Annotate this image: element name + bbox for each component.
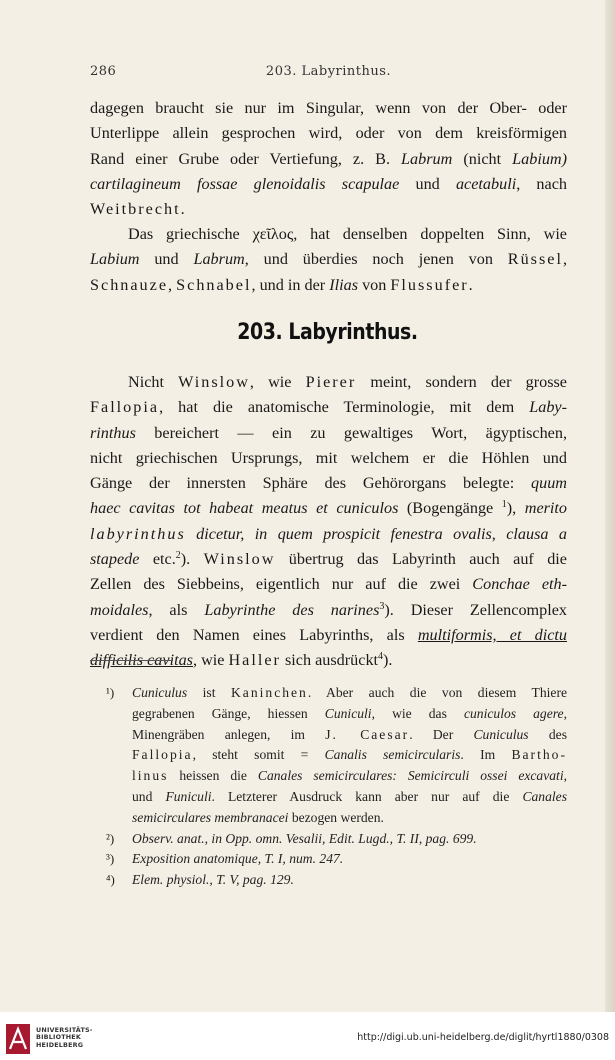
text-run: verdient den Namen eines Labyrinths, als — [90, 625, 418, 644]
text-line — [132, 745, 567, 766]
spaced-name: Schnabel — [176, 275, 252, 294]
text-line — [132, 870, 567, 891]
latin-term: Observ. anat., in Opp. omn. Vesalii, Edit. Lugd., T. II, pag. 699. — [132, 830, 477, 846]
text-run: übertrug das Labyrinth auch auf die — [275, 550, 567, 569]
text-run: ). — [180, 550, 204, 569]
footnote-mark: ⁴) — [106, 872, 115, 888]
spaced-name: Haller — [228, 651, 281, 670]
latin-term: Conchae eth- — [472, 575, 567, 594]
text-run: sich ausdrückt — [280, 651, 379, 670]
text-run: bereichert — ein zu gewaltiges Wort, ägyptischen, — [135, 423, 567, 442]
text-run: ). Dieser Zellencomplex — [384, 600, 567, 619]
running-title: 203. Labyrinthus. — [265, 64, 392, 79]
page-edge — [605, 0, 615, 1012]
footnotes — [90, 683, 567, 891]
library-name-line: BIBLIOTHEK — [36, 1033, 82, 1042]
text-run: . Aber auch die von diesem Thiere — [307, 685, 568, 700]
footnote — [90, 829, 567, 850]
text-line — [90, 147, 567, 172]
text-run: , hat die anatomische Terminologie, mit dem — [159, 398, 530, 417]
latin-term: Canales semicirculares: Semicirculi ossei excavati — [257, 768, 564, 784]
latin-term: rinthus — [90, 423, 136, 442]
latin-term: dicetur, in quem prospicit fenestra ovalis, clausa a — [196, 524, 568, 543]
footnote-ref: 4 — [378, 651, 384, 663]
text-run — [186, 525, 196, 543]
latin-term: cuniculos agere — [463, 705, 564, 721]
text-run: und — [399, 174, 456, 193]
text-line — [132, 683, 567, 704]
latin-term: Cuniculus — [132, 685, 188, 700]
spaced-name: Bartho- — [511, 747, 567, 763]
footnote-ref: 1 — [501, 499, 507, 511]
latin-term: Ilias — [329, 275, 359, 294]
latin-term: Funiculi — [165, 788, 212, 804]
text-line — [132, 766, 567, 787]
text-line — [90, 446, 567, 471]
text-run: ist — [187, 685, 231, 700]
text-line — [132, 808, 567, 829]
footnote — [90, 870, 567, 891]
text-line — [90, 421, 567, 446]
text-line — [132, 787, 567, 808]
text-run: , — [168, 275, 177, 294]
text-line — [90, 547, 567, 572]
text-run: , — [562, 250, 567, 269]
footnote-mark: ³) — [106, 851, 115, 867]
text-run: , wie — [192, 651, 229, 670]
text-run: gegrabenen Gänge, hiessen — [132, 705, 325, 721]
latin-term: moidales — [90, 600, 149, 619]
footnote-divider — [90, 660, 173, 661]
latin-term: Canalis semicircularis — [324, 747, 461, 763]
intro-paragraph-2 — [90, 222, 567, 298]
text-run: , wie das — [371, 705, 464, 721]
text-line — [90, 247, 567, 272]
text-line — [90, 273, 567, 298]
text-run: , als — [148, 600, 205, 619]
text-line — [90, 96, 567, 121]
text-run: heissen die — [168, 768, 258, 784]
text-line — [132, 704, 567, 725]
text-run: Unterlippe allein gesprochen wird, oder von dem kreisförmigen — [90, 124, 567, 143]
text-run: Minengräben anlegen, im — [132, 726, 326, 742]
section-title: 203. Labyrinthus. — [237, 320, 418, 345]
text-line — [90, 172, 567, 197]
text-line — [90, 370, 567, 395]
latin-term: Labrum — [401, 149, 453, 168]
text-run: Das griechische χεῖλος, hat denselben doppelten Sinn, wie — [128, 225, 567, 243]
text-line — [132, 829, 567, 850]
spaced-name: Fallopia — [132, 747, 193, 763]
latin-term: Labyrinthe des narines — [204, 600, 380, 619]
text-line — [132, 725, 567, 746]
text-run: . — [468, 275, 473, 294]
text-line — [90, 121, 567, 146]
text-run: von — [358, 275, 391, 294]
text-run: ). — [383, 651, 393, 670]
text-run: . — [180, 200, 185, 219]
text-line — [90, 471, 567, 496]
latin-term: stapede — [90, 550, 140, 569]
text-run: , — [563, 768, 568, 784]
intro-paragraph — [90, 96, 567, 222]
text-run: , steht somit = — [192, 747, 325, 763]
text-run: , — [563, 705, 567, 721]
text-run: dagegen braucht sie nur im Singular, wenn von der Ober- oder — [90, 99, 567, 117]
university-logo-icon — [6, 1024, 30, 1054]
text-line — [90, 197, 567, 222]
text-run: und — [132, 788, 166, 804]
footnote-ref: 2 — [175, 550, 181, 562]
text-run: (Bogengänge — [398, 499, 502, 518]
latin-term: Labium) — [512, 149, 568, 168]
spaced-name: Winslow — [178, 373, 250, 391]
latin-term: Canales — [522, 788, 567, 804]
underlined-latin-term: difficilis cavitas — [90, 651, 193, 670]
digitization-footer — [0, 1012, 615, 1060]
spaced-name: Fallopia — [90, 398, 160, 417]
main-paragraph — [90, 370, 567, 674]
latin-term: Exposition anatomique, T. I, num. 247. — [132, 851, 344, 867]
footnote — [90, 683, 567, 829]
text-line — [90, 522, 567, 547]
text-run: etc. — [139, 550, 176, 569]
spaced-name: Rüssel — [507, 250, 563, 269]
spaced-name: Schnauze — [90, 275, 169, 294]
footnote-mark: ²) — [106, 830, 115, 846]
text-run: Gänge der innersten Sphäre des Gehörorgans belegte: — [90, 474, 532, 493]
text-run: . Der — [409, 726, 474, 742]
latin-term: semicirculares membranacei — [132, 809, 289, 825]
latin-term: acetabuli — [455, 174, 517, 193]
text-run: bezogen werden. — [288, 809, 384, 825]
text-run: des — [528, 726, 567, 742]
footnote — [90, 849, 567, 870]
text-run: , wie — [249, 373, 306, 391]
latin-term: Laby- — [529, 398, 567, 417]
text-run: nicht griechischen Ursprungs, mit welchem er die Höhlen und — [90, 448, 567, 467]
latin-term: Cuniculi — [324, 705, 372, 721]
text-line — [90, 572, 567, 597]
text-line — [90, 623, 567, 648]
source-url-link[interactable]: http://digi.ub.uni-heidelberg.de/diglit/hyrtl1880/0308 — [357, 1032, 609, 1043]
library-name-line: UNIVERSITÄTS- — [36, 1026, 93, 1034]
library-name-line: HEIDELBERG — [36, 1040, 84, 1049]
spaced-name: linus — [132, 768, 169, 784]
footnote-ref: 3 — [379, 600, 385, 612]
text-run: Zellen des Siebbeins, eigentlich nur auf die zwei — [90, 575, 473, 594]
spaced-name: Winslow — [203, 550, 276, 569]
page-number: 286 — [90, 64, 117, 79]
spaced-name: Weitbrecht — [90, 200, 181, 219]
text-run: , nach — [516, 174, 567, 193]
spaced-name: Flussufer — [390, 275, 469, 294]
text-run: , und überdies noch jenen von — [244, 250, 508, 269]
latin-term: quum — [531, 474, 567, 493]
text-run: . Letzterer Ausdruck kann aber nur auf die — [211, 788, 523, 804]
library-name — [36, 1027, 93, 1049]
latin-term: Labium — [90, 250, 140, 269]
text-line — [90, 222, 567, 247]
text-run: meint, sondern der grosse — [356, 373, 567, 391]
text-line — [90, 395, 567, 420]
text-line — [132, 849, 567, 870]
spaced-name: J. Caesar — [325, 726, 410, 742]
latin-term: haec cavitas tot habeat meatus et cuniculos — [90, 499, 399, 518]
text-run: (nicht — [452, 149, 513, 168]
underlined-latin-term: multiformis, et dictu — [417, 625, 568, 644]
text-run: und — [139, 250, 194, 269]
latin-term: cartilagineum fossae glenoidalis scapulae — [90, 174, 400, 193]
latin-term: Cuniculus — [473, 726, 529, 742]
text-run: ), — [506, 499, 525, 518]
text-run: . Im — [460, 747, 512, 763]
text-line — [90, 496, 567, 521]
latin-term: Elem. physiol., T. V, pag. 129. — [132, 872, 294, 888]
spaced-name: Pierer — [305, 373, 357, 391]
text-line — [90, 598, 567, 623]
text-run: Nicht — [128, 373, 179, 391]
text-run: , und in der — [251, 275, 330, 294]
latin-term: merito — [524, 499, 568, 518]
spaced-name: Kaninchen — [230, 685, 308, 700]
latin-term: Labrum — [193, 250, 245, 269]
footnote-mark: ¹) — [106, 685, 115, 700]
text-run: Rand einer Grube oder Vertiefung, z. B. — [90, 149, 402, 168]
spaced-latin-term: labyrinthus — [90, 524, 186, 543]
